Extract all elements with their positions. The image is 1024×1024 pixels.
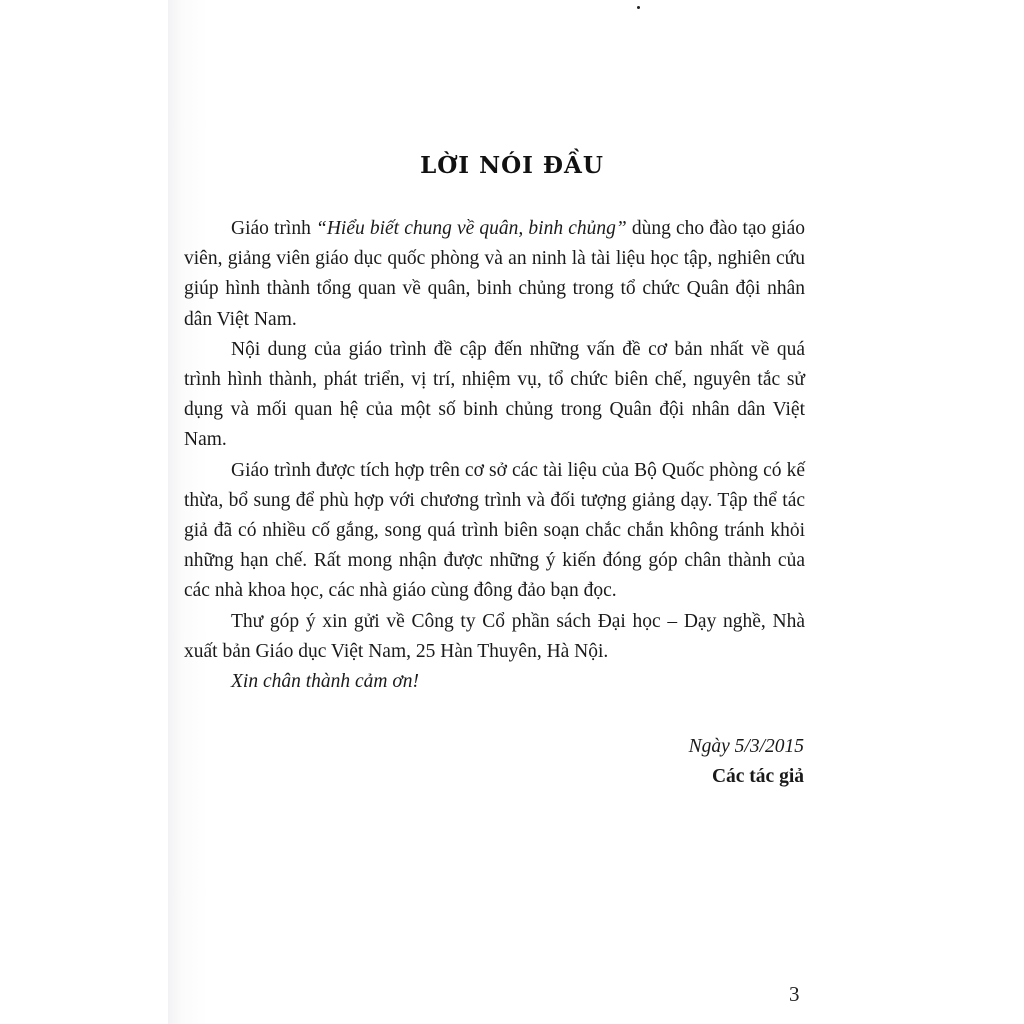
paragraph-intro <box>184 214 805 335</box>
paragraph-content: Nội dung của giáo trình đề cập đến những vấn đề cơ bản nhất về quá trình hình thành, phát triển, vị trí, nhiệm vụ, tổ chức biên chế, nguyên tắc sử dụng và mối quan hệ của một số binh chủng trong Quân đội nhân dân Việt Nam. <box>184 338 805 451</box>
page-title: LỜI NÓI ĐẦU <box>420 152 604 179</box>
paragraph-feedback-address: Thư góp ý xin gửi về Công ty Cổ phần sách Đại học – Dạy nghề, Nhà xuất bản Giáo dục Việt Nam, 25 Hàn Thuyên, Hà Nội. <box>184 610 805 662</box>
page-number: 3 <box>789 982 800 1006</box>
paragraph-intro-rest: dùng cho đào tạo giáo viên, giảng viên giáo dục quốc phòng và an ninh là tài liệu học tập, nghiên cứu giúp hình thành tổng quan về quân, binh chủng trong tổ chức Quân đội nhân dân Việt Nam. <box>184 218 806 330</box>
paragraph-intro-lead: Giáo trình <box>231 218 316 239</box>
ink-dot <box>637 6 640 9</box>
document-body <box>184 214 805 697</box>
signature-authors: Các tác giả <box>711 766 804 787</box>
book-title: “Hiểu biết chung về quân, binh chủng” <box>315 218 627 239</box>
paragraph-integration: Giáo trình được tích hợp trên cơ sở các tài liệu của Bộ Quốc phòng có kế thừa, bổ sung để phù hợp với chương trình và đối tượng giảng dạy. Tập thể tác giả đã có nhiều cố gắng, song quá trình biên soạn chắc chắn không tránh khỏi những hạn chế. Rất mong nhận được những ý kiến đóng góp chân thành của các nhà khoa học, các nhà giáo cùng đông đảo bạn đọc. <box>184 459 805 602</box>
signature-date: Ngày 5/3/2015 <box>688 736 804 757</box>
thanks-line: Xin chân thành cảm ơn! <box>231 671 420 693</box>
